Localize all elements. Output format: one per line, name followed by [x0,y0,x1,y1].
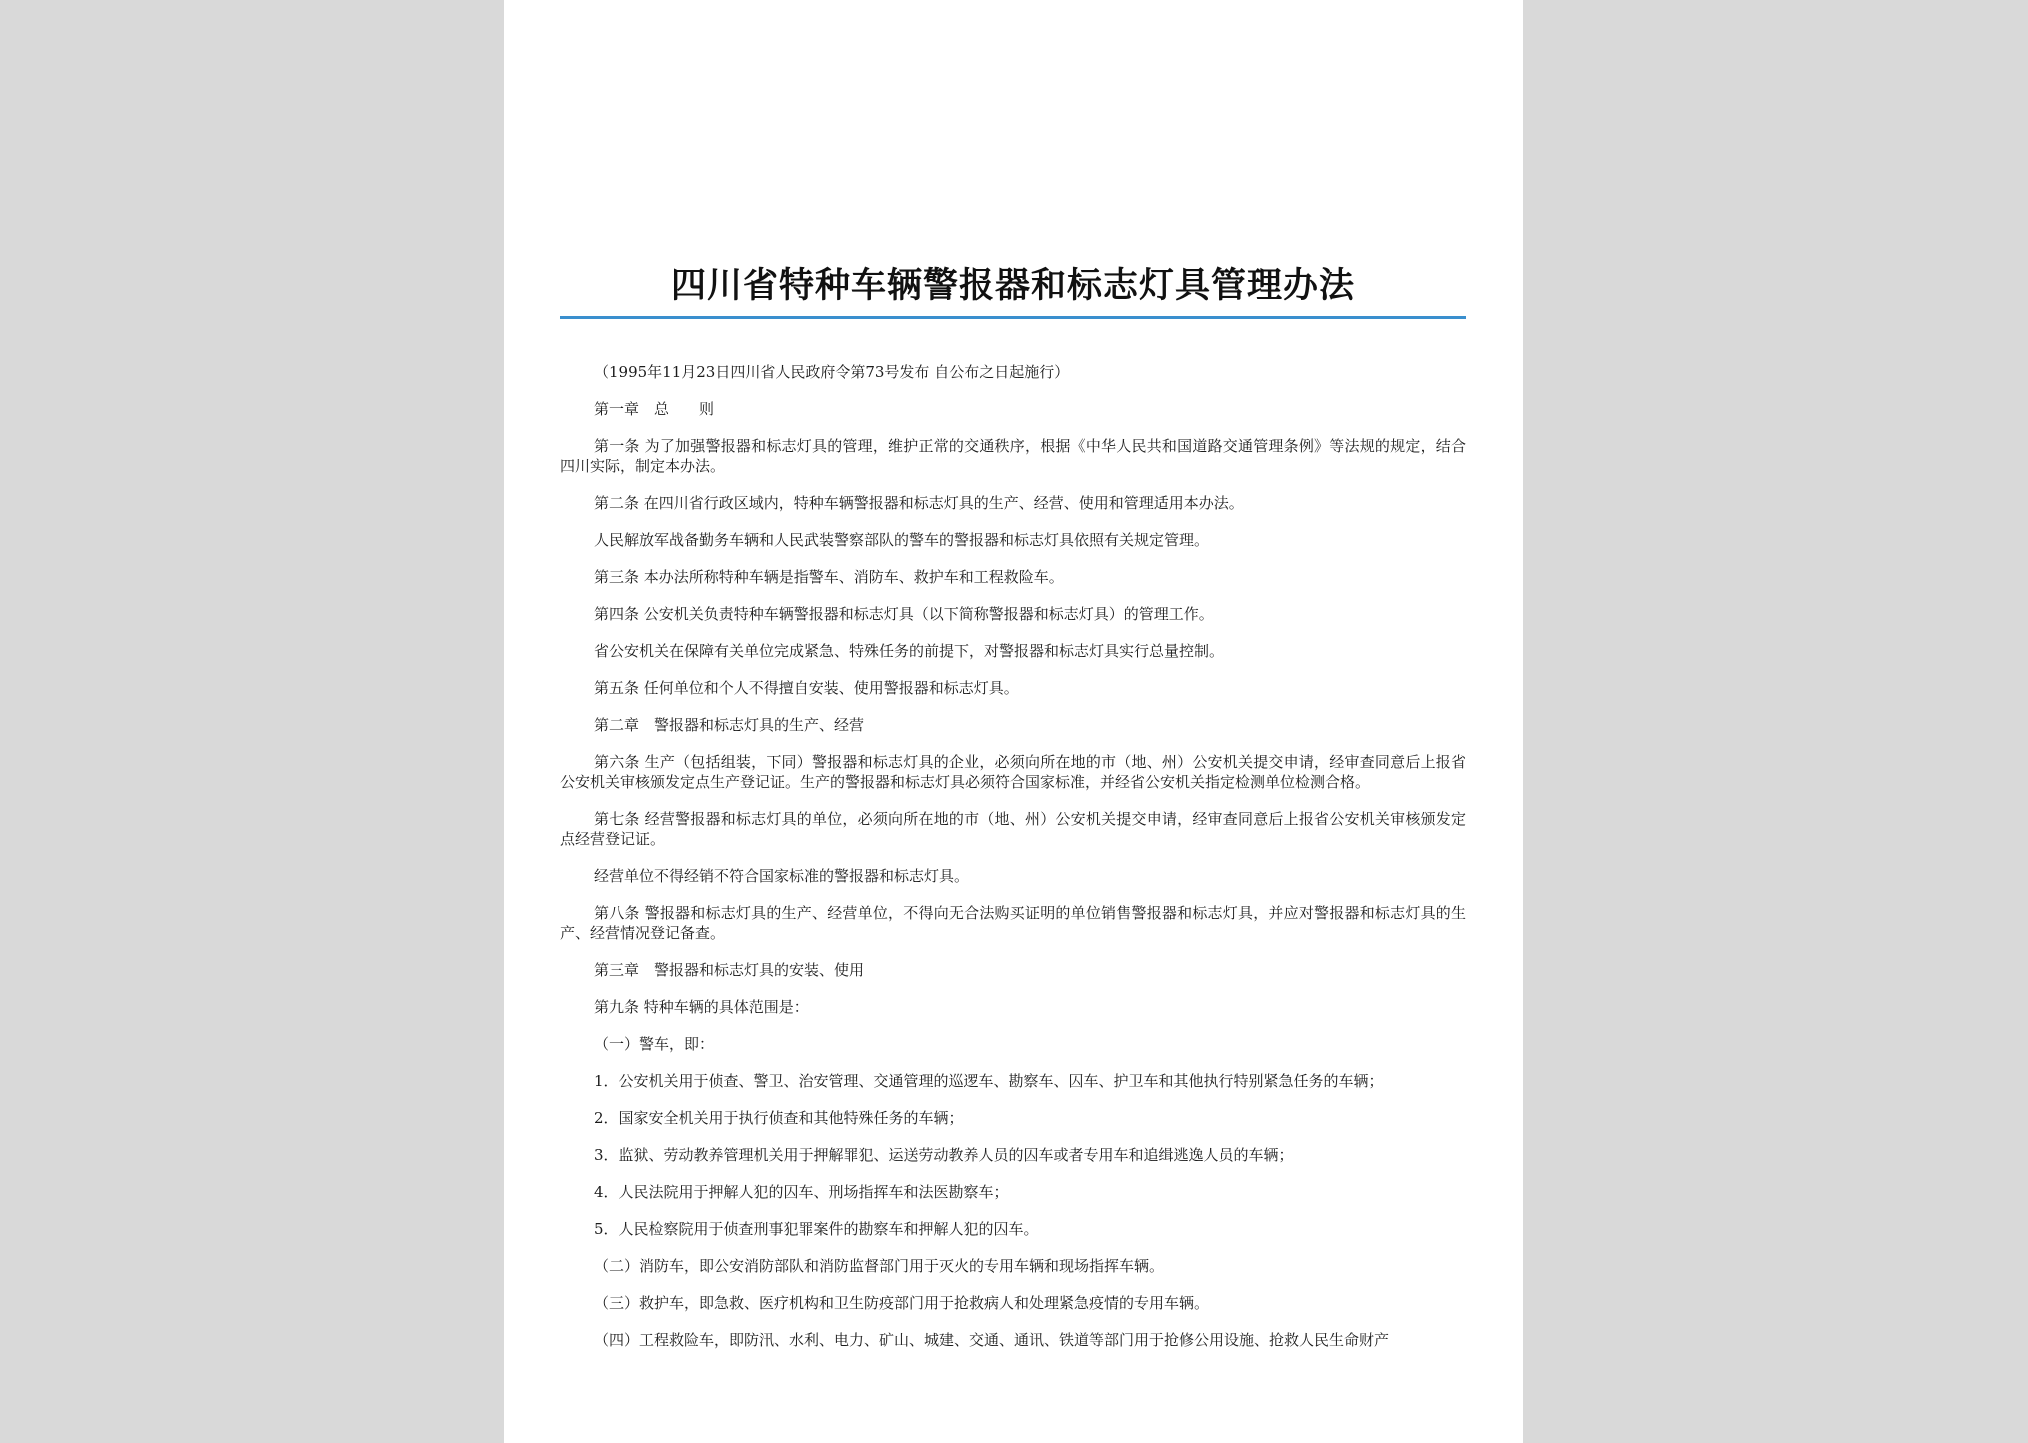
paragraph: 第五条 任何单位和个人不得擅自安装、使用警报器和标志灯具。 [594,679,1019,697]
paragraph: 第二条 在四川省行政区域内，特种车辆警报器和标志灯具的生产、经营、使用和管理适用本办法。 [594,494,1244,512]
paragraph: 第四条 公安机关负责特种车辆警报器和标志灯具（以下简称警报器和标志灯具）的管理工作。 [594,605,1214,623]
list-item: 4．人民法院用于押解人犯的囚车、刑场指挥车和法医勘察车； [594,1183,1009,1201]
document-page [504,0,1523,1443]
paragraph: （四）工程救险车，即防汛、水利、电力、矿山、城建、交通、通讯、铁道等部门用于抢修公用设施、抢救人民生命财产 [594,1331,1390,1349]
paragraph: 第六条 生产（包括组装，下同）警报器和标志灯具的企业，必须向所在地的市（地、州）公安机关提交申请，经审查同意后上报省公安机关审核颁发定点生产登记证。生产的警报器和标志灯具必须符合国家标准，并经省公安机关指定检测单位检测合格。 [560,753,1466,791]
paragraph: （一）警车，即： [594,1035,715,1053]
paragraph: 第一条 为了加强警报器和标志灯具的管理，维护正常的交通秩序，根据《中华人民共和国道路交通管理条例》等法规的规定，结合四川实际，制定本办法。 [560,437,1466,475]
paragraph: 第七条 经营警报器和标志灯具的单位，必须向所在地的市（地、州）公安机关提交申请，经审查同意后上报省公安机关审核颁发定点经营登记证。 [560,810,1466,848]
document-title: 四川省特种车辆警报器和标志灯具管理办法 [670,266,1355,306]
list-item: 1．公安机关用于侦查、警卫、治安管理、交通管理的巡逻车、勘察车、囚车、护卫车和其他执行特别紧急任务的车辆； [594,1072,1384,1090]
paragraph: 第九条 特种车辆的具体范围是： [594,998,809,1016]
title-underline [560,316,1466,319]
chapter-heading: 第二章 警报器和标志灯具的生产、经营 [594,716,865,734]
list-item: 2．国家安全机关用于执行侦查和其他特殊任务的车辆； [594,1109,964,1127]
paragraph: （1995年11月23日四川省人民政府令第73号发布 自公布之日起施行） [594,363,1070,381]
paragraph: 第八条 警报器和标志灯具的生产、经营单位，不得向无合法购买证明的单位销售警报器和标志灯具，并应对警报器和标志灯具的生产、经营情况登记备查。 [560,904,1466,942]
paragraph: 经营单位不得经销不符合国家标准的警报器和标志灯具。 [594,867,970,885]
document-body [560,362,1466,1367]
paragraph: 人民解放军战备勤务车辆和人民武装警察部队的警车的警报器和标志灯具依照有关规定管理。 [594,531,1210,549]
chapter-heading: 第三章 警报器和标志灯具的安装、使用 [594,961,865,979]
paragraph: （三）救护车，即急救、医疗机构和卫生防疫部门用于抢救病人和处理紧急疫情的专用车辆。 [594,1294,1210,1312]
chapter-heading: 第一章 总 则 [594,400,715,418]
list-item: 5．人民检察院用于侦查刑事犯罪案件的勘察车和押解人犯的囚车。 [594,1220,1039,1238]
paragraph: （二）消防车，即公安消防部队和消防监督部门用于灭火的专用车辆和现场指挥车辆。 [594,1257,1165,1275]
paragraph: 省公安机关在保障有关单位完成紧急、特殊任务的前提下，对警报器和标志灯具实行总量控制。 [594,642,1225,660]
paragraph: 第三条 本办法所称特种车辆是指警车、消防车、救护车和工程救险车。 [594,568,1064,586]
list-item: 3．监狱、劳动教养管理机关用于押解罪犯、运送劳动教养人员的囚车或者专用车和追缉逃逸人员的车辆； [594,1146,1294,1164]
